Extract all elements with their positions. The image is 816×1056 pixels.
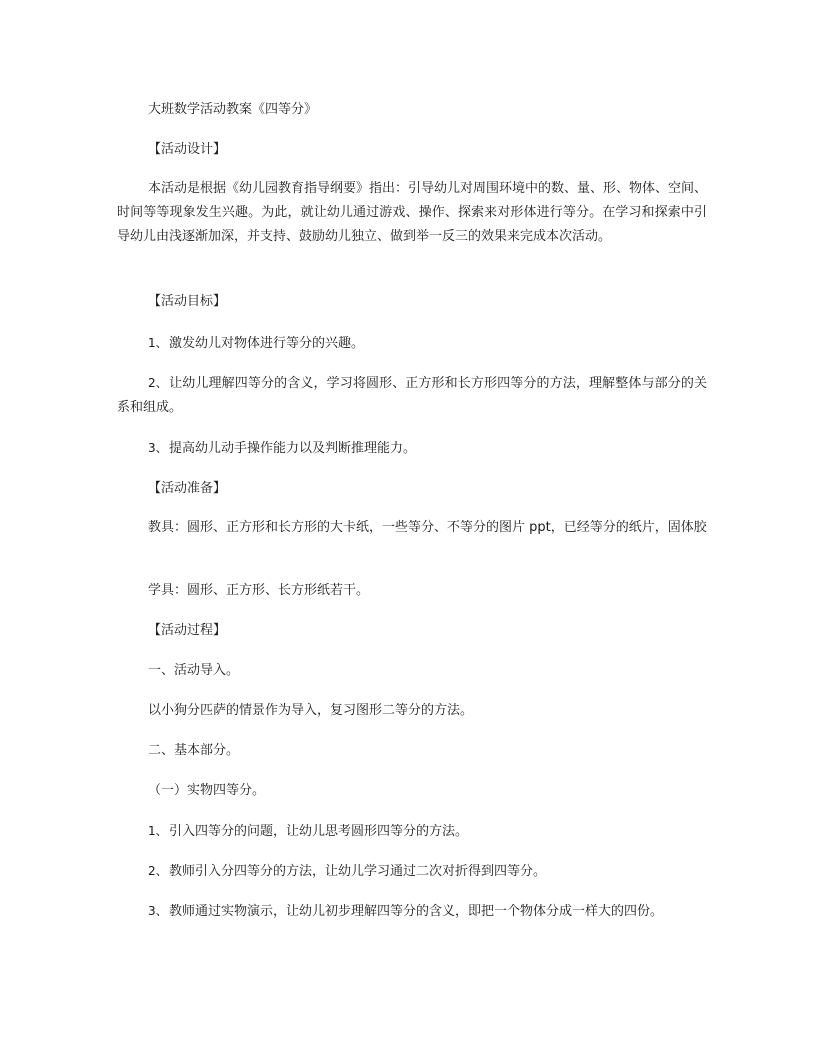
- process-text: 引入四等分的问题，让幼儿思考圆形四等分的方法。: [169, 824, 469, 839]
- process-text: 教师引入分四等分的方法，让幼儿学习通过二次对折得到四等分。: [169, 864, 547, 879]
- process-text-wrap: [117, 904, 663, 919]
- step-heading: 一、活动导入。: [148, 663, 240, 678]
- design-text: 本活动是根据《幼儿园教育指导纲要》指出：引导幼儿对周围环境中的数、量、形、物体、空间、时间等等现象发生兴趣。为此，就让幼儿通过游戏、操作、探索来对形体进行等分。在学习和探索中引导幼儿由浅逐渐加深，并支持、鼓励幼儿独立、做到举一反三的效果来完成本次活动。: [117, 181, 708, 244]
- prep-teacher-paragraph: [117, 516, 707, 540]
- goal-number: 3、: [148, 441, 168, 455]
- goal-item: [117, 331, 738, 356]
- document-title: 大班数学活动教案《四等分》: [148, 102, 318, 117]
- goal-text: 提高幼儿动手操作能力以及判断推理能力。: [169, 441, 417, 456]
- sub-heading: （一）实物四等分。: [148, 783, 266, 798]
- process-text: 教师通过实物演示，让幼儿初步理解四等分的含义，即把一个物体分成一样大的四份。: [169, 904, 664, 919]
- section-heading-process: 【活动过程】: [148, 623, 227, 638]
- section-heading-design: 【活动设计】: [148, 142, 227, 157]
- goal-number: 1、: [148, 336, 168, 350]
- goal-item: [117, 371, 707, 420]
- design-paragraph: [117, 177, 707, 249]
- section-heading-goals: 【活动目标】: [148, 294, 227, 309]
- goal-item: [117, 436, 738, 461]
- step-text: 以小狗分匹萨的情景作为导入，复习图形二等分的方法。: [148, 703, 474, 718]
- process-number: 3、: [148, 904, 168, 918]
- process-item: [117, 859, 738, 884]
- goal-number: 2、: [148, 376, 168, 390]
- goal-text: 激发幼儿对物体进行等分的兴趣。: [169, 336, 365, 351]
- prep-teacher-text: 教具：圆形、正方形和长方形的大卡纸，一些等分、不等分的图片 ppt，已经等分的纸片，固体胶: [148, 520, 707, 535]
- process-number: 2、: [148, 864, 168, 878]
- process-number: 1、: [148, 824, 168, 838]
- goal-text: 让幼儿理解四等分的含义，学习将圆形、正方形和长方形四等分的方法，理解整体与部分的关系和组成。: [117, 376, 707, 415]
- process-item: [117, 899, 707, 924]
- goal-text-wrap: [117, 376, 707, 415]
- prep-student-text: 学具：圆形、正方形、长方形纸若干。: [148, 583, 370, 598]
- process-item: [117, 819, 738, 844]
- step-heading: 二、基本部分。: [148, 743, 240, 758]
- section-heading-prep: 【活动准备】: [148, 481, 227, 496]
